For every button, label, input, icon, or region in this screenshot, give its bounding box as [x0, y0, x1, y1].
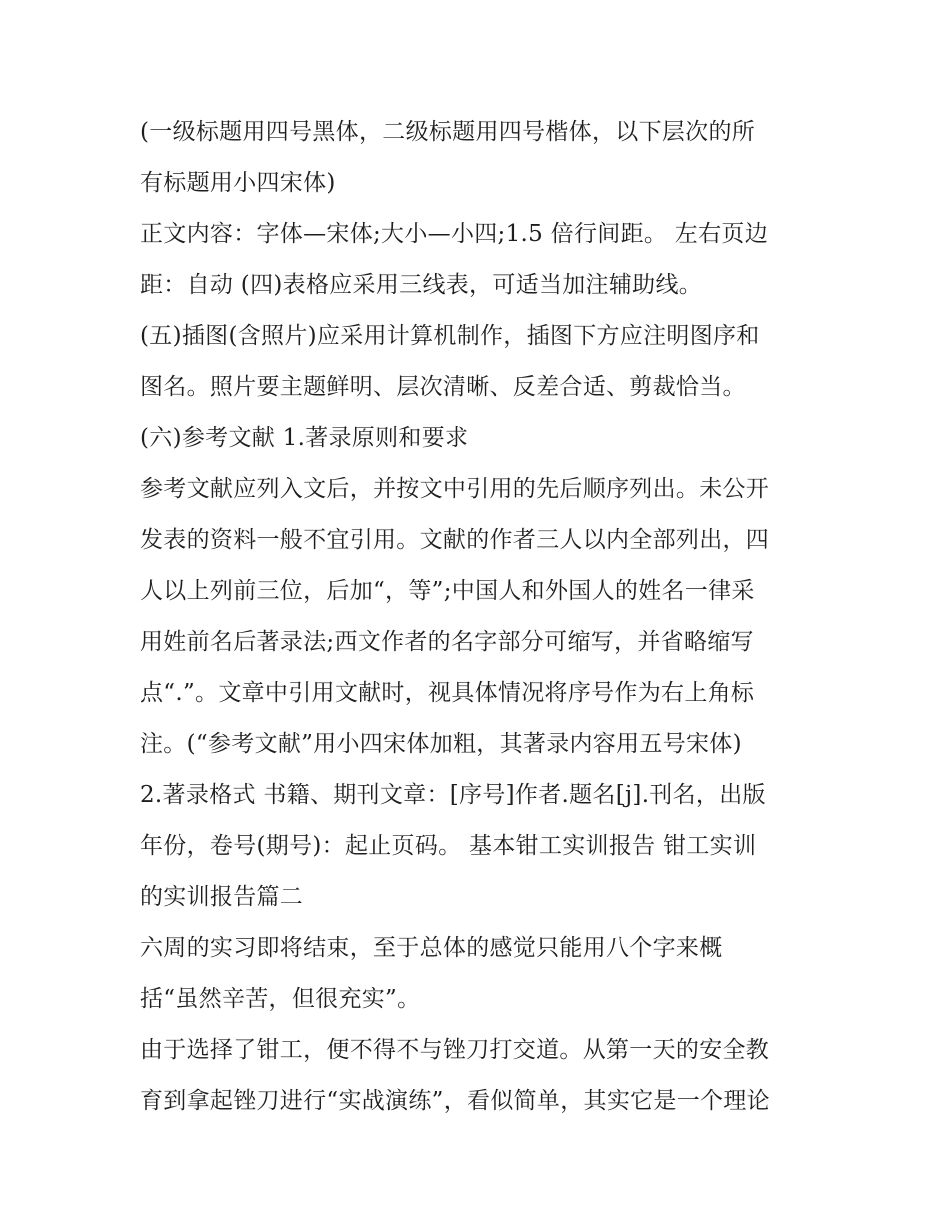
text-line: 六周的实习即将结束，至于总体的感觉只能用八个字来概: [140, 935, 723, 961]
text-line: 年份，卷号(期号)：起止页码。 基本钳工实训报告 钳工实训: [140, 833, 757, 859]
text-line: 人以上列前三位，后加“，等”;中国人和外国人的姓名一律采: [140, 578, 755, 604]
text-line: 点“.”。文章中引用文献时，视具体情况将序号作为右上角标: [140, 680, 755, 706]
text-line: 的实训报告篇二: [140, 884, 304, 910]
text-line: 发表的资料一般不宜引用。文献的作者三人以内全部列出，四: [140, 527, 770, 553]
text-line: 2.著录格式 书籍、期刊文章：[序号]作者.题名[j].刊名，出版: [140, 782, 766, 808]
text-line: 由于选择了钳工，便不得不与锉刀打交道。从第一天的安全教: [140, 1037, 770, 1063]
text-line: 距：自动 (四)表格应采用三线表，可适当加注辅助线。: [140, 272, 703, 298]
text-line: (一级标题用四号黑体，二级标题用四号楷体，以下层次的所: [140, 119, 756, 145]
text-line: (六)参考文献 1.著录原则和要求: [140, 425, 469, 451]
text-line: (五)插图(含照片)应采用计算机制作，插图下方应注明图序和: [140, 323, 760, 349]
text-line: 育到拿起锉刀进行“实战演练”，看似简单，其实它是一个理论: [140, 1088, 770, 1114]
text-line: 用姓前名后著录法;西文作者的名字部分可缩写，并省略缩写: [140, 629, 754, 655]
text-line: 正文内容：字体—宋体;大小—小四;1.5 倍行间距。 左右页边: [140, 221, 768, 247]
text-line: 参考文献应列入文后，并按文中引用的先后顺序列出。未公开: [140, 476, 770, 502]
text-line: 有标题用小四宋体): [140, 170, 336, 196]
text-line: 括“虽然辛苦，但很充实”。: [140, 986, 421, 1012]
text-line: 图名。照片要主题鲜明、层次清晰、反差合适、剪裁恰当。: [140, 374, 746, 400]
text-line: 注。(“参考文献”用小四宋体加粗，其著录内容用五号宋体): [140, 731, 742, 757]
document-body: [140, 107, 820, 1127]
